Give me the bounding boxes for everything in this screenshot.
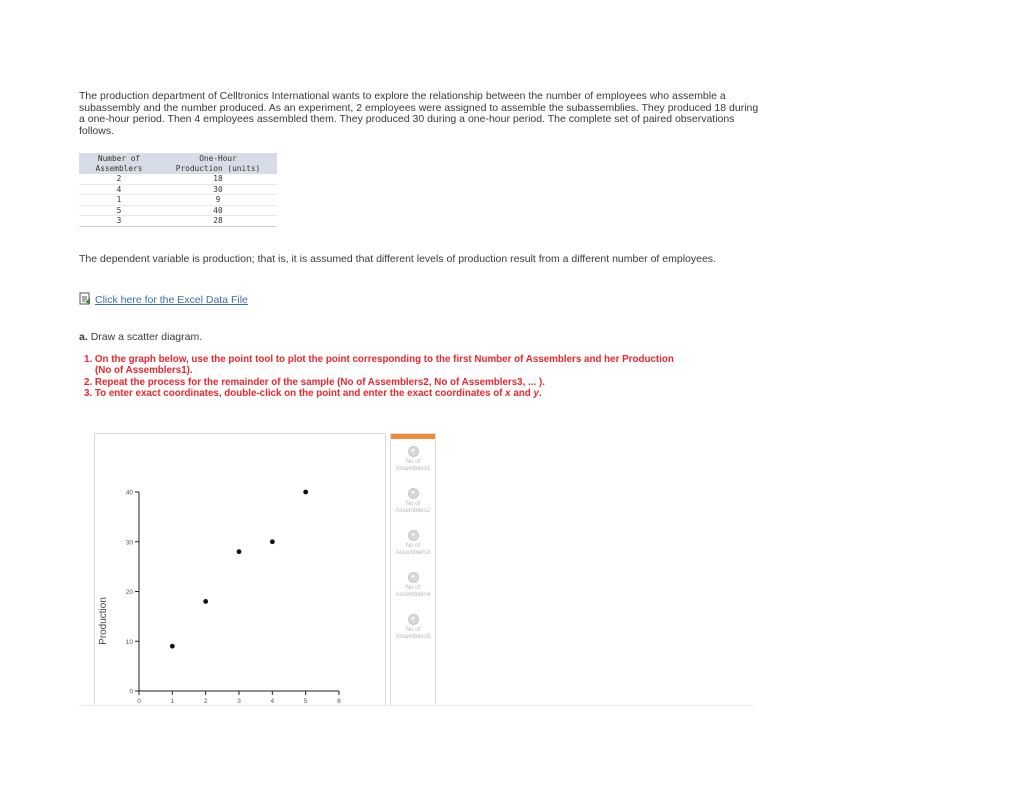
table-row: 3 28 bbox=[79, 216, 277, 227]
point-tool-icon: ● bbox=[408, 446, 419, 457]
x-tick-label: 6 bbox=[337, 698, 341, 705]
table-row: 1 9 bbox=[79, 195, 277, 206]
table-row: 4 30 bbox=[79, 184, 277, 195]
point-tool-palette bbox=[390, 433, 436, 706]
palette-item[interactable]: ● No of Assemblers2 bbox=[395, 490, 431, 514]
point-tool-icon: ● bbox=[408, 530, 419, 541]
x-tick-label: 4 bbox=[270, 698, 275, 705]
data-table bbox=[79, 153, 277, 227]
palette-item[interactable]: ● No of Assemblers1 bbox=[395, 448, 431, 472]
data-point[interactable] bbox=[270, 539, 275, 544]
point-tool-icon: ● bbox=[408, 572, 419, 583]
instruction-1: 1. On the graph below, use the point tool to plot the point corresponding to the first Number of Assemblers and her Production bbox=[84, 354, 674, 365]
y-tick-label: 40 bbox=[125, 489, 133, 497]
problem-intro: The production department of Celltronics International wants to explore the relationship between the number of employees who assemble a subassembly and the number produced. As an experiment, 2 employees were assigned to assemble the subassemblies. They produced 18 during a one-hour period. Then 4 employees assembled them. They produced 30 during a one-hour period. The complete set of paired observations follows. bbox=[79, 90, 759, 137]
part-a-letter: a. bbox=[79, 331, 88, 343]
col-header-production: One-Hour Production (units) bbox=[159, 153, 277, 174]
x-tick-label: 0 bbox=[137, 698, 141, 705]
divider bbox=[79, 705, 754, 706]
palette-item[interactable]: ● No of Assemblers3 bbox=[395, 532, 431, 556]
table-row: 2 18 bbox=[79, 174, 277, 184]
y-tick-label: 0 bbox=[129, 688, 133, 696]
part-a-text: Draw a scatter diagram. bbox=[90, 331, 203, 343]
chart-axes bbox=[139, 492, 339, 691]
y-tick-label: 20 bbox=[125, 589, 133, 596]
palette-item[interactable]: ● No of Assemblers5 bbox=[395, 616, 431, 640]
chart-points bbox=[170, 490, 308, 649]
data-point[interactable] bbox=[237, 549, 242, 554]
instruction-1-cont: (No of Assemblers1). bbox=[95, 365, 193, 377]
data-point[interactable] bbox=[203, 599, 208, 604]
instructions bbox=[84, 354, 764, 400]
excel-file-icon bbox=[79, 292, 91, 308]
part-a-question bbox=[79, 331, 202, 343]
y-tick-label: 30 bbox=[125, 539, 133, 547]
dependent-variable-note: The dependent variable is production; that is, it is assumed that different levels of production result from a different number of employees. bbox=[79, 253, 716, 265]
table-row: 5 40 bbox=[79, 205, 277, 216]
instruction-3: 3. To enter exact coordinates, double-click on the point and enter the exact coordinates of x and y. bbox=[84, 388, 542, 400]
palette-item[interactable]: ● No of Assemblers4 bbox=[395, 574, 431, 598]
data-point[interactable] bbox=[170, 644, 175, 649]
data-point[interactable] bbox=[303, 490, 308, 495]
x-tick-label: 3 bbox=[237, 698, 241, 705]
col-header-assemblers: Number of Assemblers bbox=[79, 153, 159, 174]
point-tool-icon: ● bbox=[408, 614, 419, 625]
x-tick-label: 5 bbox=[303, 698, 308, 705]
x-tick-label: 1 bbox=[170, 698, 175, 705]
y-axis-label: Production bbox=[98, 597, 109, 645]
excel-data-link[interactable]: Click here for the Excel Data File bbox=[95, 294, 248, 306]
chart-ticks bbox=[126, 490, 341, 706]
x-tick-label: 2 bbox=[203, 698, 208, 705]
excel-link-row[interactable] bbox=[79, 292, 248, 308]
instruction-2: 2. Repeat the process for the remainder of the sample (No of Assemblers2, No of Assemblers3, ... ). bbox=[84, 376, 545, 388]
point-tool-icon: ● bbox=[408, 488, 419, 499]
scatter-chart[interactable] bbox=[94, 433, 384, 705]
y-tick-label: 10 bbox=[125, 638, 133, 646]
palette-header bbox=[391, 434, 435, 439]
